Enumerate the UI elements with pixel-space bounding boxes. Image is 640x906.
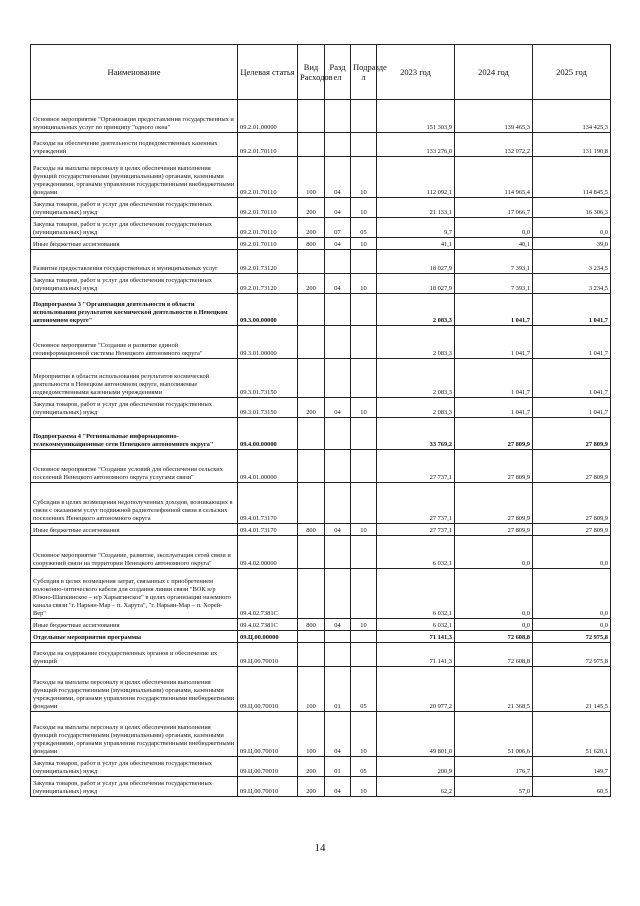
row-2025: 114 845,5 xyxy=(533,157,611,198)
row-2024: 51 006,6 xyxy=(455,712,533,757)
row-section xyxy=(325,569,351,619)
row-kind xyxy=(298,250,325,274)
row-section xyxy=(325,483,351,524)
row-kind xyxy=(298,569,325,619)
row-name: Расходы на обеспечение деятельности подведомственных казенных учреждений xyxy=(31,133,238,157)
row-2024: 21 368,5 xyxy=(455,667,533,712)
table-row xyxy=(31,569,611,619)
row-kind xyxy=(298,359,325,398)
row-subsection: 10 xyxy=(351,712,377,757)
row-code: 09.2.01.00000 xyxy=(238,100,298,133)
row-name: Отдельные мероприятия программы xyxy=(31,631,238,643)
row-code: 09.4.01.73170 xyxy=(238,524,298,536)
row-code: 09.3.01.00000 xyxy=(238,326,298,359)
row-name: Закупка товаров, работ и услуг для обеспечения государственных (муниципальных) нужд xyxy=(31,218,238,238)
table-row xyxy=(31,667,611,712)
row-section xyxy=(325,450,351,483)
row-2024: 1 041,7 xyxy=(455,294,533,326)
row-2025: 1 041,7 xyxy=(533,294,611,326)
table-row xyxy=(31,294,611,326)
row-name: Подпрограмма 4 "Региональные информационно-телекоммуникационные сети Ненецкого автономного округа" xyxy=(31,418,238,450)
row-kind xyxy=(298,631,325,643)
row-2025: 27 809,9 xyxy=(533,524,611,536)
row-2025: 134 425,3 xyxy=(533,100,611,133)
row-subsection: 05 xyxy=(351,757,377,777)
row-2025: 0,0 xyxy=(533,569,611,619)
row-2025: 27 809,9 xyxy=(533,418,611,450)
table-row xyxy=(31,238,611,250)
table-row xyxy=(31,643,611,667)
row-code: 09.2.01.73120 xyxy=(238,250,298,274)
row-subsection xyxy=(351,100,377,133)
header-kind: Вид Расходов xyxy=(298,45,325,100)
row-subsection xyxy=(351,536,377,569)
row-2023: 2 083,3 xyxy=(377,359,455,398)
row-name: Иные бюджетные ассигнования xyxy=(31,619,238,631)
row-kind xyxy=(298,483,325,524)
row-code: 09.3.00.00000 xyxy=(238,294,298,326)
row-section xyxy=(325,631,351,643)
row-section: 01 xyxy=(325,757,351,777)
row-subsection xyxy=(351,326,377,359)
row-2025: 16 306,3 xyxy=(533,198,611,218)
table-row xyxy=(31,631,611,643)
row-subsection: 10 xyxy=(351,238,377,250)
row-2025: 72 975,8 xyxy=(533,631,611,643)
page-number: 14 xyxy=(314,842,326,854)
row-2025: 72 975,8 xyxy=(533,643,611,667)
row-name: Расходы на выплаты персоналу в целях обеспечения выполнения функций государственными (муниципальными) органами, казенными учреждениями, органами управления государственными внебюджетными фондами xyxy=(31,667,238,712)
row-subsection: 10 xyxy=(351,198,377,218)
row-section: 04 xyxy=(325,712,351,757)
row-name: Основное мероприятие "Создание и развитие единой геоинформационной системы Ненецкого автономного округа" xyxy=(31,326,238,359)
table-row xyxy=(31,157,611,198)
row-subsection: 10 xyxy=(351,398,377,418)
row-section xyxy=(325,643,351,667)
row-section xyxy=(325,250,351,274)
row-2023: 18 027,9 xyxy=(377,250,455,274)
table-row xyxy=(31,777,611,797)
row-2023: 41,1 xyxy=(377,238,455,250)
row-2023: 33 769,2 xyxy=(377,418,455,450)
row-2025: 21 145,5 xyxy=(533,667,611,712)
table-row xyxy=(31,418,611,450)
row-code: 09.2.01.70110 xyxy=(238,238,298,250)
row-subsection: 10 xyxy=(351,777,377,797)
row-code: 09.Ц.00.70010 xyxy=(238,712,298,757)
row-name: Закупка товаров, работ и услуг для обеспечения государственных (муниципальных) нужд xyxy=(31,198,238,218)
row-name: Закупка товаров, работ и услуг для обеспечения государственных (муниципальных) нужд xyxy=(31,777,238,797)
header-name: Наименование xyxy=(31,45,238,100)
row-kind xyxy=(298,294,325,326)
row-code: 09.Ц.00.00000 xyxy=(238,631,298,643)
row-2024: 7 393,1 xyxy=(455,250,533,274)
row-kind xyxy=(298,643,325,667)
row-2024: 0,0 xyxy=(455,619,533,631)
row-2024: 1 041,7 xyxy=(455,359,533,398)
table-row xyxy=(31,524,611,536)
row-kind: 200 xyxy=(298,398,325,418)
row-name: Мероприятия в области использования результатов космической деятельности в Ненецком автономном округе, выполняемые подведомственными казенными учреждениями xyxy=(31,359,238,398)
row-section: 04 xyxy=(325,524,351,536)
row-2023: 200,9 xyxy=(377,757,455,777)
row-2023: 27 737,1 xyxy=(377,450,455,483)
row-2023: 20 977,2 xyxy=(377,667,455,712)
table-row xyxy=(31,712,611,757)
row-code: 09.4.02.7381C xyxy=(238,569,298,619)
row-2023: 18 027,9 xyxy=(377,274,455,294)
table-body xyxy=(31,100,611,797)
row-code: 09.3.01.73150 xyxy=(238,398,298,418)
row-subsection xyxy=(351,294,377,326)
header-subsection: Подразде л xyxy=(351,45,377,100)
row-subsection: 10 xyxy=(351,619,377,631)
row-subsection xyxy=(351,359,377,398)
row-section xyxy=(325,326,351,359)
row-subsection: 10 xyxy=(351,157,377,198)
row-kind: 800 xyxy=(298,524,325,536)
row-code: 09.2.01.73120 xyxy=(238,274,298,294)
row-code: 09.4.01.00000 xyxy=(238,450,298,483)
table-row xyxy=(31,757,611,777)
row-section: 04 xyxy=(325,619,351,631)
row-kind: 200 xyxy=(298,274,325,294)
row-kind xyxy=(298,450,325,483)
row-2023: 71 141,3 xyxy=(377,631,455,643)
row-2025: 27 809,9 xyxy=(533,450,611,483)
row-2025: 27 809,9 xyxy=(533,483,611,524)
row-section xyxy=(325,359,351,398)
table-row xyxy=(31,359,611,398)
row-2023: 133 276,0 xyxy=(377,133,455,157)
row-name: Субсидия в целях возмещения затрат, связанных с приобретением волоконно-оптического кабеля для создания линии связи "ВОК н/р Южно-Шапкинское – н/р Харьягинское" в целях организации наземного канала связи "г. Нарьян-Мар – п. Харута", "г. Нарьян-Мар – п. Хорей-Вер" xyxy=(31,569,238,619)
row-2025: 1 041,7 xyxy=(533,326,611,359)
row-2024: 57,0 xyxy=(455,777,533,797)
row-2025: 131 190,8 xyxy=(533,133,611,157)
row-code: 09.2.01.70110 xyxy=(238,198,298,218)
row-code: 09.Ц.00.70010 xyxy=(238,667,298,712)
row-kind: 100 xyxy=(298,157,325,198)
row-section: 04 xyxy=(325,777,351,797)
row-code: 09.3.01.73150 xyxy=(238,359,298,398)
row-2023: 2 083,3 xyxy=(377,398,455,418)
row-code: 09.2.01.70110 xyxy=(238,133,298,157)
row-2024: 17 066,7 xyxy=(455,198,533,218)
row-section xyxy=(325,133,351,157)
table-header-row xyxy=(31,45,611,100)
row-2024: 1 041,7 xyxy=(455,326,533,359)
row-subsection xyxy=(351,133,377,157)
row-name: Иные бюджетные ассигнования xyxy=(31,524,238,536)
row-kind: 100 xyxy=(298,667,325,712)
row-code: 09.2.01.70110 xyxy=(238,157,298,198)
row-kind: 200 xyxy=(298,757,325,777)
row-name: Закупка товаров, работ и услуг для обеспечения государственных (муниципальных) нужд xyxy=(31,274,238,294)
row-section: 07 xyxy=(325,218,351,238)
row-2024: 139 465,3 xyxy=(455,100,533,133)
header-code: Целевая статья xyxy=(238,45,298,100)
row-kind: 800 xyxy=(298,619,325,631)
row-name: Расходы на выплаты персоналу в целях обеспечения выполнения функций государственными (муниципальными) органами, казенными учреждениями, органами управления государственными внебюджетными фондами xyxy=(31,712,238,757)
row-2025: 1 041,7 xyxy=(533,398,611,418)
row-2025: 3 234,5 xyxy=(533,250,611,274)
row-2024: 72 608,8 xyxy=(455,631,533,643)
row-kind xyxy=(298,100,325,133)
row-subsection xyxy=(351,450,377,483)
row-code: 09.4.00.00000 xyxy=(238,418,298,450)
row-subsection xyxy=(351,483,377,524)
header-2024: 2024 год xyxy=(455,45,533,100)
row-name: Основное мероприятие "Создание, развитие, эксплуатация сетей связи и сооружений связи на территории Ненецкого автономного округа" xyxy=(31,536,238,569)
row-2024: 40,1 xyxy=(455,238,533,250)
row-subsection: 10 xyxy=(351,274,377,294)
row-section xyxy=(325,418,351,450)
row-code: 09.Ц.00.70010 xyxy=(238,643,298,667)
row-section: 01 xyxy=(325,667,351,712)
row-2023: 6 032,1 xyxy=(377,569,455,619)
row-2023: 6 032,1 xyxy=(377,619,455,631)
table-row xyxy=(31,483,611,524)
row-2023: 151 303,9 xyxy=(377,100,455,133)
header-2023: 2023 год xyxy=(377,45,455,100)
row-kind xyxy=(298,326,325,359)
row-kind: 800 xyxy=(298,238,325,250)
table-row xyxy=(31,326,611,359)
table-row xyxy=(31,536,611,569)
row-2025: 39,0 xyxy=(533,238,611,250)
row-code: 09.Ц.00.70010 xyxy=(238,757,298,777)
row-section xyxy=(325,294,351,326)
row-2025: 0,0 xyxy=(533,619,611,631)
row-code: 09.4.01.73170 xyxy=(238,483,298,524)
row-2024: 0,0 xyxy=(455,536,533,569)
row-2023: 112 092,1 xyxy=(377,157,455,198)
header-section: Разд ел xyxy=(325,45,351,100)
row-section: 04 xyxy=(325,157,351,198)
row-kind: 200 xyxy=(298,218,325,238)
row-subsection: 05 xyxy=(351,667,377,712)
row-2024: 114 965,4 xyxy=(455,157,533,198)
row-name: Основное мероприятие "Организация предоставления государственных и муниципальных услуг по принципу "одного окна" xyxy=(31,100,238,133)
row-2023: 21 133,1 xyxy=(377,198,455,218)
row-2024: 1 041,7 xyxy=(455,398,533,418)
row-2024: 27 809,9 xyxy=(455,418,533,450)
row-section xyxy=(325,536,351,569)
table-row xyxy=(31,100,611,133)
row-name: Расходы на выплаты персоналу в целях обеспечения выполнения функций государственными (муниципальными) органами, казенными учреждениями, органами управления государственными внебюджетными фондами xyxy=(31,157,238,198)
row-subsection: 10 xyxy=(351,524,377,536)
table-row xyxy=(31,450,611,483)
row-2024: 7 393,1 xyxy=(455,274,533,294)
table-row xyxy=(31,250,611,274)
row-2024: 27 809,9 xyxy=(455,483,533,524)
row-2023: 2 083,3 xyxy=(377,326,455,359)
row-name: Основное мероприятие "Создание условий для обеспечения сельских поселений Ненецкого автономного округа услугами связи" xyxy=(31,450,238,483)
row-2023: 2 083,3 xyxy=(377,294,455,326)
row-code: 09.2.01.70110 xyxy=(238,218,298,238)
row-2023: 27 737,1 xyxy=(377,524,455,536)
row-subsection xyxy=(351,631,377,643)
row-name: Развитие предоставления государственных и муниципальных услуг xyxy=(31,250,238,274)
row-kind: 100 xyxy=(298,712,325,757)
row-subsection xyxy=(351,418,377,450)
row-2024: 0,0 xyxy=(455,218,533,238)
row-section: 04 xyxy=(325,198,351,218)
row-2023: 62,2 xyxy=(377,777,455,797)
row-section: 04 xyxy=(325,274,351,294)
row-2023: 6 032,1 xyxy=(377,536,455,569)
row-section xyxy=(325,100,351,133)
row-2024: 132 072,2 xyxy=(455,133,533,157)
row-name: Субсидии в целях возмещения недополученных доходов, возникающих в связи с оказанием услуг подвижной радиотелефонной связи в сельских поселениях Ненецкого автономного округа xyxy=(31,483,238,524)
row-code: 09.4.02.7381C xyxy=(238,619,298,631)
row-2024: 0,0 xyxy=(455,569,533,619)
row-kind xyxy=(298,536,325,569)
row-name: Закупка товаров, работ и услуг для обеспечения государственных (муниципальных) нужд xyxy=(31,398,238,418)
row-subsection xyxy=(351,643,377,667)
row-section: 04 xyxy=(325,238,351,250)
table-row xyxy=(31,133,611,157)
table-row xyxy=(31,218,611,238)
row-2025: 3 234,5 xyxy=(533,274,611,294)
row-subsection xyxy=(351,250,377,274)
row-name: Расходы на содержание государственных органов и обеспечение их функций xyxy=(31,643,238,667)
table-row xyxy=(31,198,611,218)
row-2024: 27 809,9 xyxy=(455,450,533,483)
row-kind: 200 xyxy=(298,777,325,797)
row-name: Подпрограмма 3 "Организация деятельности в области использования результатов космической деятельности в Ненецком автономном округе" xyxy=(31,294,238,326)
row-2024: 27 809,9 xyxy=(455,524,533,536)
row-2025: 149,7 xyxy=(533,757,611,777)
row-2025: 0,0 xyxy=(533,536,611,569)
row-code: 09.4.02.00000 xyxy=(238,536,298,569)
table-row xyxy=(31,274,611,294)
row-name: Иные бюджетные ассигнования xyxy=(31,238,238,250)
table-row xyxy=(31,619,611,631)
row-2025: 51 620,1 xyxy=(533,712,611,757)
row-kind xyxy=(298,133,325,157)
row-code: 09.Ц.00.70010 xyxy=(238,777,298,797)
row-subsection: 05 xyxy=(351,218,377,238)
budget-table xyxy=(30,44,611,797)
row-2025: 60,5 xyxy=(533,777,611,797)
row-name: Закупка товаров, работ и услуг для обеспечения государственных (муниципальных) нужд xyxy=(31,757,238,777)
row-section: 04 xyxy=(325,398,351,418)
row-2024: 72 608,8 xyxy=(455,643,533,667)
row-2024: 176,7 xyxy=(455,757,533,777)
row-kind: 200 xyxy=(298,198,325,218)
row-2023: 71 141,3 xyxy=(377,643,455,667)
row-2025: 0,0 xyxy=(533,218,611,238)
header-2025: 2025 год xyxy=(533,45,611,100)
table-row xyxy=(31,398,611,418)
row-2025: 1 041,7 xyxy=(533,359,611,398)
row-kind xyxy=(298,418,325,450)
row-2023: 27 737,1 xyxy=(377,483,455,524)
row-subsection xyxy=(351,569,377,619)
row-2023: 49 801,0 xyxy=(377,712,455,757)
row-2023: 9,7 xyxy=(377,218,455,238)
